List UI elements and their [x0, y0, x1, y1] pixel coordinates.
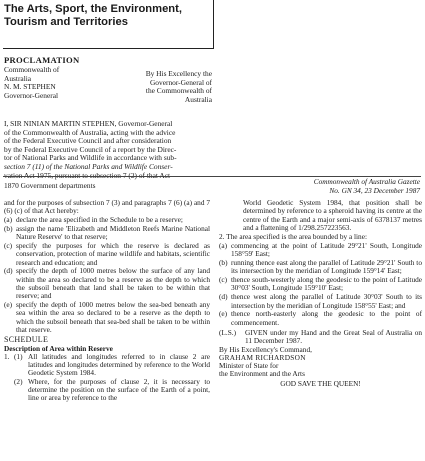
schedule-heading: SCHEDULE [4, 335, 49, 345]
area-intro: 2. The area specified is the area bounded by a line: [219, 232, 367, 242]
item-label: (a) [219, 240, 228, 250]
item-label: (d) [4, 266, 13, 276]
body-line: of the Commonwealth of Australia, acting with the advice [4, 127, 176, 137]
item-text: thence south-westerly along the geodesic to the point of Latitude 30°03' South, Longitude 159°10' East; [231, 275, 422, 293]
section-title: The Arts, Sport, the Environment, Tourism and Territories [4, 3, 182, 28]
list-item [219, 242, 422, 259]
right-line: Australia [184, 94, 212, 104]
proclamation-left-block [4, 66, 114, 100]
item-text: thence north-easterly along the geodesic to the point of commencement. [231, 309, 422, 327]
item-label: (c) [219, 275, 228, 285]
right-line: the Commonwealth of [145, 86, 212, 96]
item-text: thence west along the parallel of Latitude 30°03' South to its intersection by the meridian of Longitude 158°55' East; and [231, 292, 422, 310]
body-line: of the Federal Executive Council and after consideration [4, 136, 172, 146]
minister-line: the Environment and the Arts [219, 369, 305, 379]
item-text: commencing at the point of Latitude 29°21' South, Longitude 158°59' East; [231, 240, 422, 259]
proclamation-right-block [104, 70, 212, 104]
list-item [219, 293, 422, 310]
left-line: Governor-General [4, 90, 59, 100]
item-text: specify the purposes for which the reserve is declared as conservation, protection of marine wildlife and habitats, scientific research and education; and [16, 240, 210, 267]
list-item [4, 267, 210, 300]
continuation-paragraph: World Geodetic System 1984, that position shall be determined by reference to a spheroid having its centre at the centre of the Earth and a major semi-axis of 6378137 metres and a flattening of 1/298.257223563. [243, 198, 422, 232]
proclamation-heading: PROCLAMATION [4, 55, 80, 65]
list-item [4, 242, 210, 267]
gazette-title: Commonwealth of Australia Gazette [313, 177, 420, 186]
body-line: I, SIR NINIAN MARTIN STEPHEN, Governor-General [4, 119, 173, 128]
item-label: (b) [4, 223, 13, 233]
list-item [219, 259, 422, 276]
body-line: section 7 (11) of the National Parks and Wildlife Conser- [4, 161, 173, 171]
item-text: declare the area specified in the Schedule to be a reserve; [16, 215, 183, 225]
clause-1 [4, 353, 210, 378]
clause-label: (1) [14, 351, 23, 361]
left-line: Australia [4, 73, 32, 83]
list-item [219, 310, 422, 327]
list-item [4, 301, 210, 334]
seal-statement [219, 329, 422, 346]
item-label: (e) [219, 309, 228, 319]
proclamation-body [4, 120, 216, 180]
clause-2 [4, 378, 210, 403]
clause-number: 1. [4, 351, 10, 361]
gazette-number: No. GN 34, 23 December 1987 [329, 185, 420, 195]
schedule-subheading: Description of Area within Reserve [4, 343, 113, 353]
minister-line: Minister of State for [219, 361, 279, 371]
clause-text: All latitudes and longitudes referred to in clause 2 are latitudes and longitudes determined by reference to the World Geodetic System 1984. [28, 351, 210, 378]
item-text: specify the depth of 1000 metres below the sea-bed beneath any sea within the area so declared to be a reserve as the depth to which the subsoil beneath that sea-bed shall be taken to be within that reserve. [16, 300, 210, 334]
left-line: Commonwealth of [4, 65, 60, 74]
clause-text: Where, for the purposes of clause 2, it is necessary to determine the position on the surface of the Earth of a point, line or area by reference to the [28, 376, 210, 403]
left-column [4, 199, 210, 403]
item-label: (a) [4, 215, 13, 225]
right-line: By His Excellency the [145, 69, 212, 78]
seal-label: (L.S.) [219, 327, 237, 337]
governor-name: N. M. STEPHEN [4, 82, 56, 92]
seal-text: GIVEN under my Hand and the Great Seal of Australia on 11 December 1987. [245, 327, 422, 346]
page-info-left: 1870 Government departments [4, 181, 96, 190]
body-line: tor of National Parks and Wildlife in accordance with sub- [4, 153, 177, 163]
gazette-reference [244, 178, 420, 195]
right-column [219, 199, 422, 388]
item-text: assign the name 'Elizabeth and Middleton Reefs Marine National Nature Reserve' to that reserve; [16, 223, 210, 242]
page-number-label [4, 181, 96, 190]
clause-spacer [4, 378, 14, 403]
signatory-name: GRAHAM RICHARDSON [219, 352, 306, 362]
clause-label: (2) [14, 376, 23, 386]
list-item [219, 276, 422, 293]
item-label: (c) [4, 240, 13, 250]
list-item [4, 225, 210, 242]
body-line: by the Federal Executive Council of a report by the Direc- [4, 144, 177, 154]
command-line: By His Excellency's Command, [219, 344, 312, 354]
intro-paragraph: and for the purposes of subsection 7 (3) and paragraphs 7 (6) (a) and 7 (6) (c) of that Act hereby: [4, 198, 210, 216]
item-text: specify the depth of 1000 metres below the surface of any land within the area so declared to be a reserve as the depth to which the subsoil beneath that land shall be taken to be within that reserve; and [16, 266, 210, 301]
closing-line: GOD SAVE THE QUEEN! [280, 378, 361, 388]
item-label: (e) [4, 300, 13, 310]
right-line: Governor-General of [149, 77, 212, 87]
item-label: (b) [219, 258, 228, 268]
item-label: (d) [219, 292, 228, 302]
item-text: running thence east along the parallel of Latitude 29°21' South to its intersection by the meridian of Longitude 159°14' East; [231, 258, 422, 276]
